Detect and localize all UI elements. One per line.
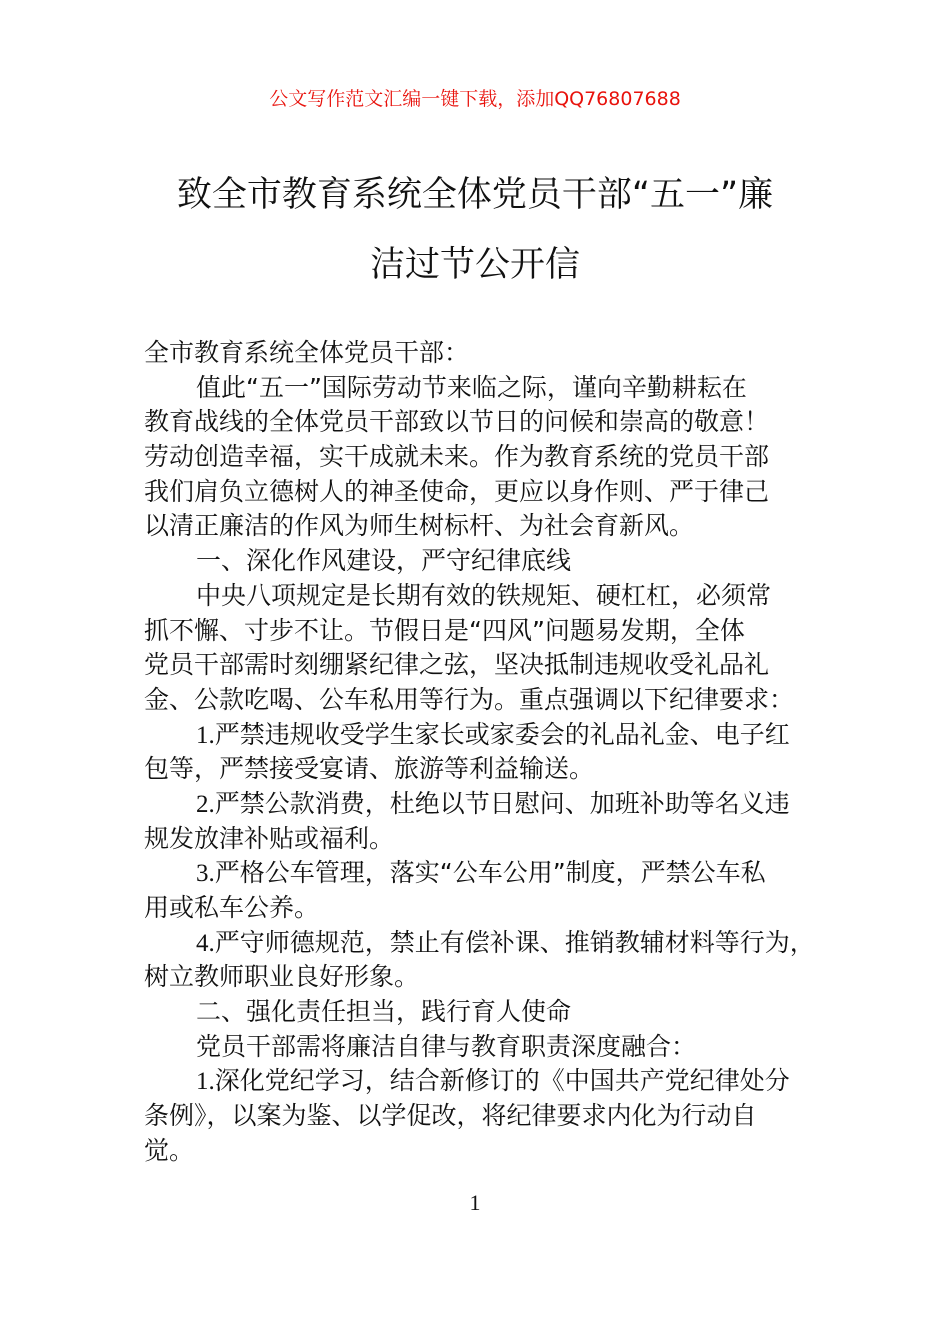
list-number: 1. xyxy=(196,1068,215,1096)
text-line: 条例》，以案为鉴、以学促改，将纪律要求内化为行动自 xyxy=(144,1101,757,1131)
text-line: 4.严守师德规范，禁止有偿补课、推销教辅材料等行为， xyxy=(196,927,815,957)
page-number: 1 xyxy=(469,1190,481,1215)
text-line: 劳动创造幸福，实干成就未来。作为教育系统的党员干部 xyxy=(144,442,770,472)
paragraph xyxy=(144,336,844,371)
paragraph xyxy=(144,544,844,579)
paragraph xyxy=(144,995,844,1030)
text-line: 1.严禁违规收受学生家长或家委会的礼品礼金、电子红 xyxy=(196,719,790,749)
list-number: 2. xyxy=(196,790,215,818)
text-line: 用或私车公养。 xyxy=(144,893,320,922)
text-line: 值此“五一”国际劳动节来临之际，谨向辛勤耕耘在 xyxy=(196,372,747,402)
paragraph xyxy=(144,1064,844,1168)
text-line: 全市教育系统全体党员干部： xyxy=(144,338,470,367)
document-body xyxy=(144,336,844,1169)
list-number: 4. xyxy=(196,929,215,957)
text-line: 中央八项规定是长期有效的铁规矩、硬杠杠，必须常 xyxy=(196,580,772,610)
text-line: 2.严禁公款消费，杜绝以节日慰问、加班补助等名义违 xyxy=(196,788,790,818)
document-title-line-1: 致全市教育系统全体党员干部“五一”廉 xyxy=(176,175,774,215)
text-line: 二、强化责任担当，践行育人使命 xyxy=(196,997,572,1027)
paragraph xyxy=(144,371,844,544)
text-line: 党员干部需时刻绷紧纪律之弦，坚决抵制违规收受礼品礼 xyxy=(144,650,770,680)
paragraph xyxy=(144,718,844,787)
paragraph xyxy=(144,856,844,925)
text-line: 我们肩负立德树人的神圣使命，更应以身作则、严于律己 xyxy=(144,476,770,506)
text-line: 觉。 xyxy=(144,1135,195,1165)
paragraph xyxy=(144,1030,844,1065)
list-number: 1. xyxy=(196,721,215,749)
text-line: 金、公款吃喝、公车私用等行为。重点强调以下纪律要求： xyxy=(144,684,795,714)
paragraph xyxy=(144,926,844,995)
text-line: 树立教师职业良好形象。 xyxy=(144,962,420,992)
text-line: 规发放津补贴或福利。 xyxy=(144,823,395,853)
paragraph xyxy=(144,579,844,718)
list-number: 3. xyxy=(196,860,215,888)
text-line: 1.深化党纪学习，结合新修订的《中国共产党纪律处分 xyxy=(196,1066,790,1096)
download-banner: 公文写作范文汇编一键下载，添加QQ76807688 xyxy=(269,88,681,110)
text-line: 党员干部需将廉洁自律与教育职责深度融合： xyxy=(196,1031,697,1061)
text-line: 抓不懈、寸步不让。节假日是“四风”问题易发期，全体 xyxy=(144,615,745,645)
paragraph xyxy=(144,787,844,856)
document-title-line-2: 洁过节公开信 xyxy=(369,245,580,285)
text-line: 3.严格公车管理，落实“公车公用”制度，严禁公车私 xyxy=(196,858,766,888)
text-line: 以清正廉洁的作风为师生树标杆、为社会育新风。 xyxy=(144,511,695,541)
text-line: 一、深化作风建设，严守纪律底线 xyxy=(196,546,572,576)
text-line: 包等，严禁接受宴请、旅游等利益输送。 xyxy=(144,754,595,784)
text-line: 教育战线的全体党员干部致以节日的问候和崇高的敬意！ xyxy=(144,407,770,437)
